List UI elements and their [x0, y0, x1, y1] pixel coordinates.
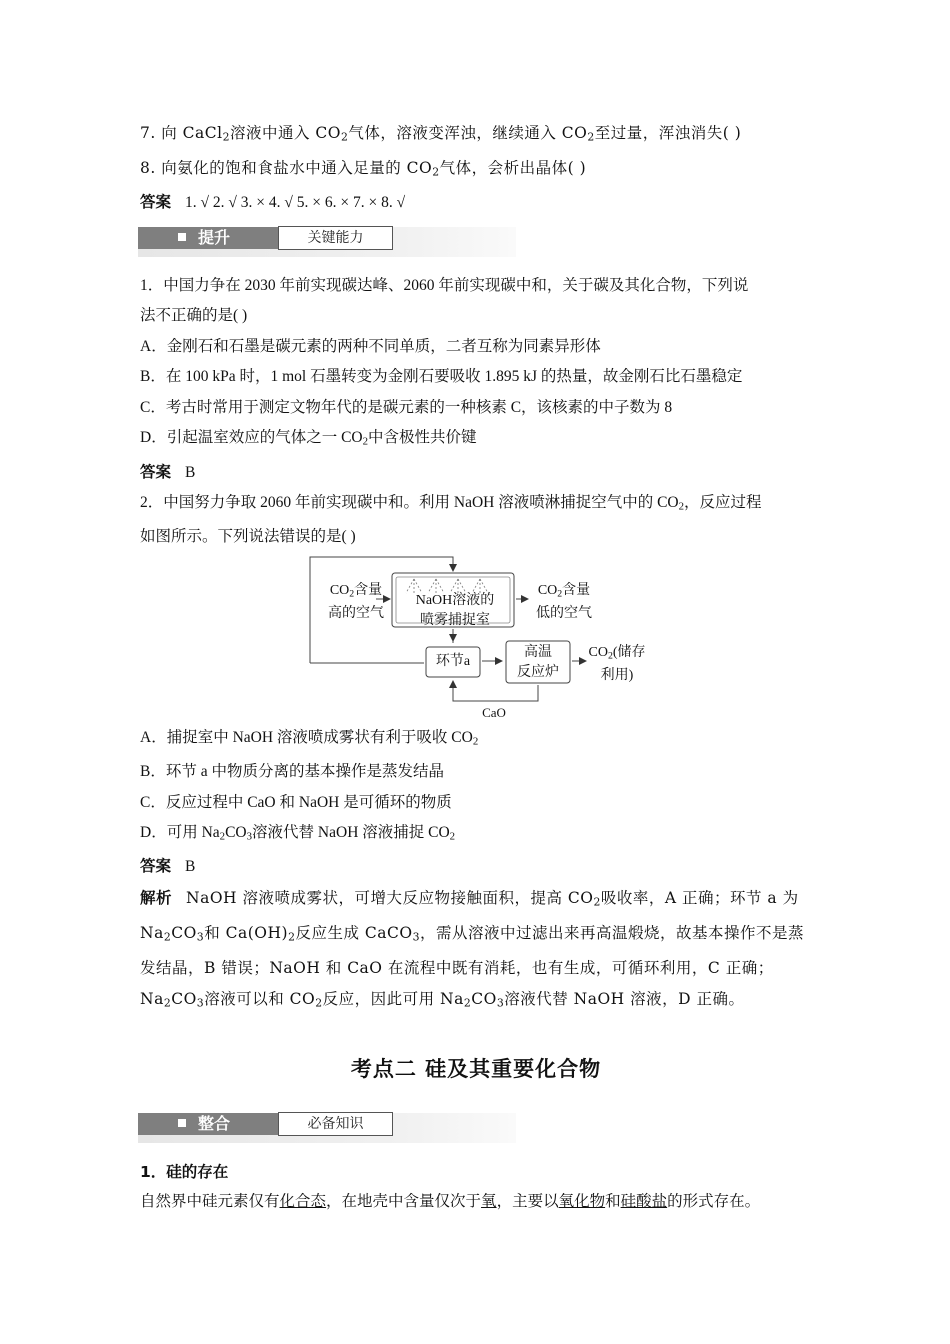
- text: 气体，会析出晶体( ): [439, 159, 587, 178]
- text: 和: [605, 1193, 621, 1211]
- answer-values: 1. √ 2. √ 3. × 4. √ 5. × 6. × 7. × 8. √: [185, 194, 406, 212]
- q1-stem-2: 法不正确的是( ): [140, 307, 248, 325]
- square-icon: [178, 233, 186, 241]
- bar-left-label: 整合: [198, 1113, 231, 1133]
- underlined-term: 硅酸盐: [620, 1193, 668, 1211]
- text: Na: [140, 989, 164, 1008]
- text: ，反应过程: [684, 494, 762, 512]
- q2-stem-2: 如图所示。下列说法错误的是( ): [140, 528, 356, 546]
- text: 反应生成 CaCO: [295, 923, 413, 942]
- square-icon: [178, 1119, 186, 1127]
- diagram-lines: [306, 553, 646, 723]
- subscript: 2: [557, 588, 563, 600]
- cao-label: CaO: [482, 704, 506, 720]
- text: D．引起温室效应的气体之一 CO: [140, 429, 363, 447]
- text: CO: [329, 582, 350, 598]
- text: CO: [588, 644, 608, 660]
- subscript: 2: [163, 930, 172, 944]
- subscript: 3: [196, 996, 205, 1010]
- text: 溶液代替 NaOH 溶液，D 正确。: [504, 989, 745, 1008]
- subscript: 2: [472, 735, 479, 748]
- si-heading: 1．硅的存在: [140, 1162, 229, 1181]
- text: CO: [471, 989, 497, 1008]
- text: 吸收率，A 正确；环节 a 为: [600, 888, 799, 907]
- text: 中含极性共价键: [368, 429, 477, 447]
- q1-option-b: B．在 100 kPa 时，1 mol 石墨转变为金刚石要吸收 1.895 kJ 的热量，故金刚石比石墨稳定: [140, 368, 743, 386]
- text: 气体，溶液变浑浊，继续通入 CO: [348, 124, 588, 142]
- text: 和 Ca(OH): [204, 923, 289, 942]
- text: 反应炉: [517, 664, 559, 680]
- product-label: [582, 643, 652, 686]
- text: 高的空气: [328, 606, 384, 622]
- subscript: 2: [288, 930, 296, 944]
- text: 低的空气: [536, 606, 592, 622]
- process-diagram: [140, 553, 812, 723]
- q1-stem-1: 1．中国力争在 2030 年前实现碳达峰、2060 年前实现碳中和，关于碳及其化合物，下列说: [140, 276, 749, 294]
- chamber-label: [396, 591, 514, 631]
- answer-value: B: [185, 463, 196, 481]
- q2-option-c: C．反应过程中 CaO 和 NaOH 是可循环的物质: [140, 793, 452, 811]
- q2-analysis-4: [140, 984, 812, 1019]
- bar-left: [138, 227, 278, 249]
- q2-answer: [140, 852, 812, 883]
- text: 利用): [600, 668, 634, 684]
- subscript: 2: [678, 500, 685, 513]
- si-paragraph: [140, 1187, 812, 1218]
- q1-option-d: [140, 423, 812, 457]
- text: ，主要以: [496, 1193, 559, 1211]
- output-air-label: [524, 581, 604, 624]
- text: Na: [140, 923, 164, 942]
- answer-label: 答案: [140, 463, 172, 481]
- text: ，在地壳中含量仅次于: [326, 1193, 482, 1211]
- subscript: 2: [349, 588, 355, 600]
- text: 高温: [524, 644, 552, 660]
- subscript: 2: [607, 650, 613, 662]
- text: 溶液中通入 CO: [229, 124, 341, 142]
- step-a-label: 环节a: [435, 653, 471, 669]
- text: 喷雾捕捉室: [420, 612, 490, 628]
- document-page: [140, 118, 812, 1218]
- subscript: 2: [315, 996, 323, 1010]
- subscript: 2: [219, 830, 226, 843]
- text: 2．中国努力争取 2060 年前实现碳中和。利用 NaOH 溶液喷淋捕捉空气中的 CO: [140, 494, 679, 512]
- subscript: 2: [593, 895, 601, 909]
- q1-answer: [140, 458, 812, 489]
- subscript: 2: [463, 996, 472, 1010]
- q1-option-c: C．考古时常用于测定文物年代的是碳元素的一种核素 C，该核素的中子数为 8: [140, 398, 673, 416]
- furnace-label: [506, 643, 570, 683]
- text: NaOH 溶液喷成雾状，可增大反应物接触面积，提高 CO: [186, 888, 594, 907]
- subscript: 2: [449, 830, 456, 843]
- q2-option-a: [140, 723, 812, 757]
- question-8: [140, 153, 812, 188]
- text: 溶液代替 NaOH 溶液捕捉 CO: [252, 824, 450, 842]
- text: A．捕捉室中 NaOH 溶液喷成雾状有利于吸收 CO: [140, 728, 473, 746]
- analysis-label: 解析: [140, 889, 173, 907]
- text: (储存: [612, 644, 646, 660]
- text: 含量: [354, 582, 383, 598]
- subscript: 2: [587, 130, 595, 144]
- subscript: 3: [246, 830, 253, 843]
- text: CO: [225, 824, 247, 842]
- subscript: 3: [496, 996, 505, 1010]
- text: 含量: [562, 582, 591, 598]
- underlined-term: 氧: [481, 1193, 497, 1211]
- cao-return-line: [453, 681, 538, 701]
- text: 溶液可以和 CO: [204, 989, 316, 1008]
- q2-analysis-1: [140, 883, 812, 918]
- section-bar-integrate: [138, 1113, 516, 1143]
- text: CO: [171, 923, 197, 942]
- subscript: 3: [412, 930, 420, 944]
- text: CO: [537, 582, 558, 598]
- subscript: 2: [340, 130, 349, 144]
- bar-left: [138, 1113, 278, 1135]
- text: 的形式存在。: [667, 1193, 761, 1211]
- subscript: 2: [222, 130, 230, 144]
- text: ，需从溶液中过滤出来再高温煅烧，故基本操作不是蒸: [419, 923, 804, 942]
- subscript: 2: [432, 165, 440, 179]
- underlined-term: 氧化物: [558, 1193, 606, 1211]
- question-7: [140, 118, 812, 153]
- subscript: 2: [362, 436, 369, 449]
- text: 反应，因此可用 Na: [322, 989, 464, 1008]
- text: CO: [171, 989, 197, 1008]
- answer-label: 答案: [140, 194, 172, 212]
- bar-left-label: 提升: [198, 227, 231, 247]
- subscript: 2: [163, 996, 172, 1010]
- underlined-term: 化合态: [279, 1193, 327, 1211]
- q2-analysis-2: [140, 918, 812, 953]
- answer-row: [140, 188, 812, 219]
- text: 8. 向氨化的饱和食盐水中通入足量的 CO: [140, 159, 433, 178]
- text: 自然界中硅元素仅有: [140, 1193, 280, 1211]
- section-bar-improve: [138, 227, 516, 257]
- answer-label: 答案: [140, 858, 172, 876]
- q2-analysis-3: 发结晶，B 错误；NaOH 和 CaO 在流程中既有消耗，也有生成，可循环利用，C 正确；: [140, 959, 774, 978]
- section-title: 考点二 硅及其重要化合物: [350, 1056, 602, 1081]
- subscript: 3: [196, 930, 205, 944]
- q2-option-d: [140, 818, 812, 852]
- text: 至过量，浑浊消失( ): [594, 124, 742, 142]
- q1-option-a: A．金刚石和石墨是碳元素的两种不同单质，二者互称为同素异形体: [140, 337, 601, 355]
- text: NaOH溶液的: [415, 592, 495, 608]
- input-air-label: [316, 581, 396, 624]
- bar-right-label: 必备知识: [278, 1112, 393, 1136]
- q2-option-b: B．环节 a 中物质分离的基本操作是蒸发结晶: [140, 763, 444, 781]
- text: 7. 向 CaCl: [140, 124, 223, 142]
- q2-stem-1: [140, 488, 812, 522]
- text: D．可用 Na: [140, 824, 220, 842]
- bar-right-label: 关键能力: [278, 226, 393, 250]
- answer-value: B: [185, 858, 196, 876]
